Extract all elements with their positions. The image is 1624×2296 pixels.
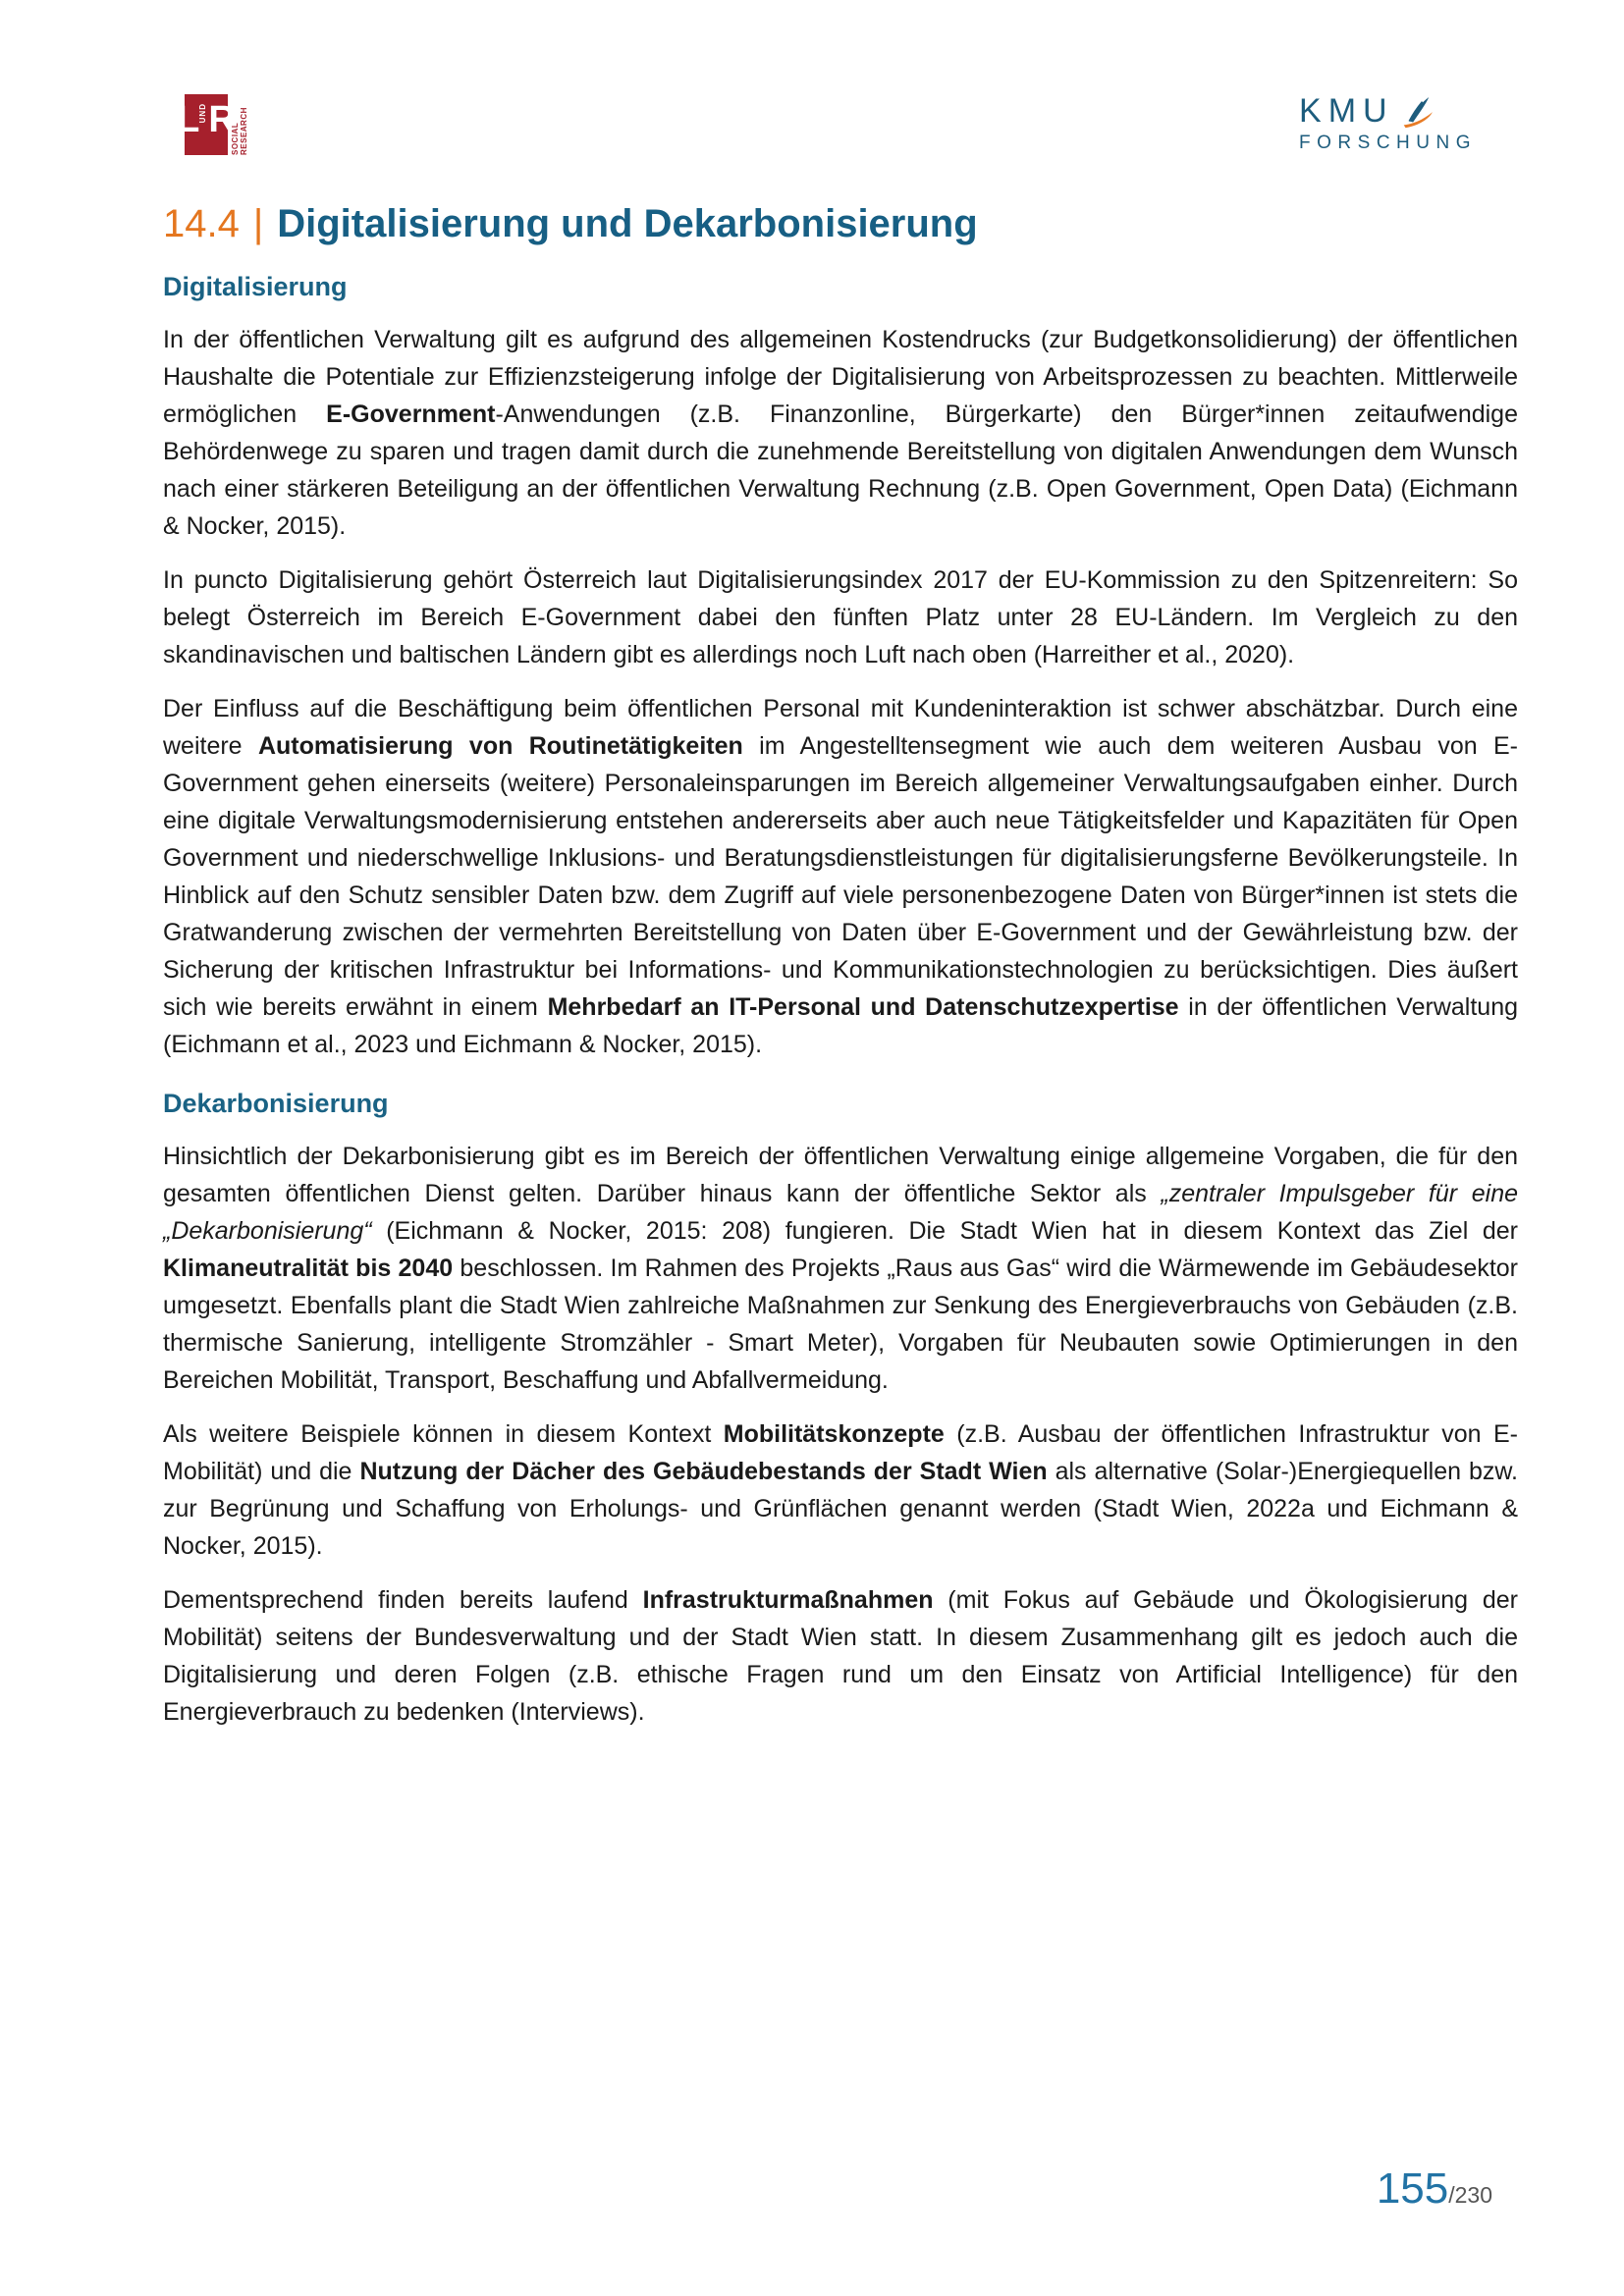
text-segment: Klimaneutralität bis 2040	[163, 1255, 454, 1283]
paragraph	[163, 1415, 1518, 1565]
text-segment: In der öffentlichen Verwaltung gilt es aufgrund des allgemeinen Kostendrucks (zur Budgetkonsolidierung) der öffentlichen Haushalte die Potentiale zur Effizienzsteigerung infolge der Digitalisierung von Arbeitsprozessen zu beachten. Mittlerweile ermöglichen	[163, 326, 1518, 429]
text-segment: beschlossen. Im Rahmen des Projekts „Raus aus Gas“ wird die Wärmewende im Gebäudesektor umgesetzt. Ebenfalls plant die Stadt Wien zahlreiche Maßnahmen zur Senkung des Energieverbrauchs von Gebäuden (z.B. thermische Sanierung, intelligente Stromzähler - Smart Meter), Vorgaben für Neubauten sowie Optimierungen in den Bereichen Mobilität, Transport, Beschaffung und Abfallvermeidung.	[163, 1255, 1518, 1395]
text-segment: E-Government	[326, 400, 496, 429]
lr-letter-r: R	[208, 99, 236, 140]
heading-separator: |	[252, 202, 264, 245]
text-segment: (z.B. Ausbau der öffentlichen Infrastruktur von E-Mobilität) und die	[163, 1420, 1518, 1486]
paragraph	[163, 561, 1518, 673]
text-segment: als alternative (Solar-)Energiequellen bzw. zur Begrünung und Schaffung von Erholungs- und Grünflächen genannt werden (Stadt Wien, 2022a und Eichmann & Nocker, 2015).	[163, 1458, 1518, 1561]
text-segment: in der öffentlichen Verwaltung (Eichmann et al., 2023 und Eichmann & Nocker, 2015).	[163, 993, 1519, 1059]
text-segment: Nutzung der Dächer des Gebäudebestands der Stadt Wien	[359, 1458, 1048, 1486]
text-segment: Mobilitätskonzepte	[723, 1420, 945, 1449]
lr-subtext: SOCIAL RESEARCH	[231, 107, 248, 155]
text-segment: (mit Fokus auf Gebäude und Ökologisierung der Mobilität) seitens der Bundesverwaltung und der Stadt Wien statt. In diesem Zusammenhang gilt es jedoch auch die Digitalisierung und deren Folgen (z.B. ethische Fragen rund um den Einsatz von Artificial Intelligence) für den Energieverbrauch zu bedenken (Interviews).	[163, 1586, 1518, 1727]
text-segment: „zentraler Impulsgeber für eine „Dekarbonisierung“	[163, 1180, 1518, 1246]
lr-und-text: UND	[198, 103, 208, 124]
section-heading-digitalisierung: Digitalisierung	[163, 272, 348, 301]
kmu-title: KMU	[1299, 92, 1394, 130]
page-number: 155	[1376, 2164, 1449, 2213]
document-content	[163, 0, 1518, 1731]
text-segment: Infrastrukturmaßnahmen	[642, 1586, 934, 1615]
page-footer	[1376, 2164, 1492, 2213]
text-segment: Automatisierung von Routinetätigkeiten	[257, 732, 743, 761]
text-segment: In puncto Digitalisierung gehört Österreich laut Digitalisierungsindex 2017 der EU-Kommission zu den Spitzenreitern: So belegt Österreich im Bereich E-Government dabei den fünften Platz unter 28 EU-Ländern. Im Vergleich zu den skandinavischen und baltischen Ländern gibt es allerdings noch Luft nach oben (Harreither et al., 2020).	[163, 566, 1518, 669]
paragraph	[163, 690, 1518, 1063]
text-segment: im Angestelltensegment wie auch dem weiteren Ausbau von E-Government gehen einerseits (weitere) Personaleinsparungen im Bereich allgemeiner Verwaltungsaufgaben einher. Durch eine digitale Verwaltungsmodernisierung entstehen andererseits aber auch neue Tätigkeitsfelder und Kapazitäten für Open Government und niederschwellige Inklusions- und Beratungsdienstleistungen für digitalisierungsferne Bevölkerungsteile. In Hinblick auf den Schutz sensibler Daten bzw. dem Zugriff auf viele personenbezogene Daten von Bürger*innen ist stets die Gratwanderung zwischen der vermehrten Bereitstellung von Daten über E-Government und der Gewährleistung bzw. der Sicherung der kritischen Infrastruktur bei Informations- und Kommunikationstechnologien zu berücksichtigen. Dies äußert sich wie bereits erwähnt in einem	[163, 732, 1518, 1022]
page-total: /230	[1448, 2182, 1492, 2208]
text-segment: -Anwendungen (z.B. Finanzonline, Bürgerkarte) den Bürger*innen zeitaufwendige Behördenwege zu sparen und tragen damit durch die zunehmende Bereitstellung von digitalen Anwendungen dem Wunsch nach einer stärkeren Beteiligung an der öffentlichen Verwaltung Rechnung (z.B. Open Government, Open Data) (Eichmann & Nocker, 2015).	[163, 400, 1518, 541]
lr-letter-l: L	[177, 99, 198, 140]
paragraph	[163, 1581, 1518, 1731]
kmu-subtitle: FORSCHUNG	[1299, 133, 1477, 153]
text-segment: Der Einfluss auf die Beschäftigung beim öffentlichen Personal mit Kundeninteraktion ist schwer abschätzbar. Durch eine weitere	[163, 695, 1518, 761]
paragraph	[163, 1138, 1518, 1399]
text-segment: Mehrbedarf an IT-Personal und Datenschutzexpertise	[547, 993, 1179, 1022]
section-heading-dekarbonisierung: Dekarbonisierung	[163, 1089, 389, 1119]
heading-number: 14.4	[163, 202, 240, 245]
document-sections	[163, 270, 1518, 1731]
paragraph	[163, 321, 1518, 545]
text-segment: Als weitere Beispiele können in diesem Kontext	[163, 1420, 724, 1449]
text-segment: Hinsichtlich der Dekarbonisierung gibt es im Bereich der öffentlichen Verwaltung einige allgemeine Vorgaben, die für den gesamten öffentlichen Dienst gelten. Darüber hinaus kann der öffentliche Sektor als	[163, 1143, 1518, 1208]
text-segment: (Eichmann & Nocker, 2015: 208) fungieren. Die Stadt Wien hat in diesem Kontext das Ziel der	[371, 1217, 1518, 1246]
page-title	[163, 201, 1518, 246]
text-segment: Dementsprechend finden bereits laufend	[163, 1586, 643, 1615]
heading-title: Digitalisierung und Dekarbonisierung	[277, 202, 978, 245]
